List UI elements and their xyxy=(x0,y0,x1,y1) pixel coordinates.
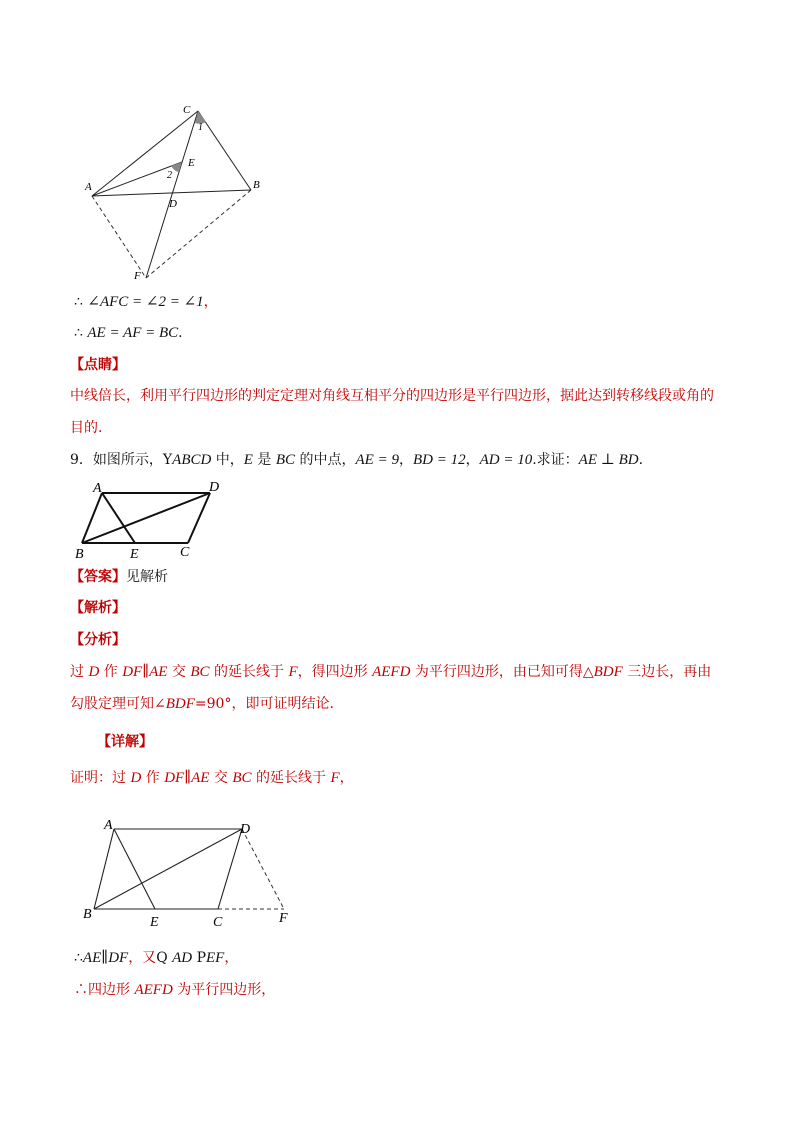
label-E: E xyxy=(150,915,159,930)
q9-ad: AD = 10 xyxy=(479,452,533,468)
label-2: 2 xyxy=(167,170,172,181)
q9-comma: ， xyxy=(465,452,480,468)
fenxi-text-1 xyxy=(70,662,711,682)
dianjing-text-1: 中线倍长，利用平行四边形的判定定理对角线互相平分的四边形是平行四边形，据此达到转移线段或角的 xyxy=(70,388,714,404)
fenxi-text-2 xyxy=(70,694,334,714)
label-C: C xyxy=(213,915,223,930)
question-9 xyxy=(70,450,643,470)
figure-median-triangle xyxy=(80,98,280,288)
math-bdf: BDF xyxy=(165,696,195,712)
math-bc: BC xyxy=(232,770,252,786)
figure-parallelogram-extended xyxy=(80,812,295,932)
label-F: F xyxy=(134,270,141,282)
math-d: D xyxy=(88,664,100,680)
math-aefd: AEFD xyxy=(372,664,411,680)
answer-line xyxy=(70,567,168,587)
text: 的延长线于 xyxy=(209,664,289,680)
angle-2-mark xyxy=(171,162,182,172)
text: 交 xyxy=(167,664,191,680)
q9-e: E xyxy=(243,452,253,468)
q9-number: 9．如图所示， xyxy=(70,452,163,468)
parallel-symbol: ∥ xyxy=(184,770,192,786)
seg-DF xyxy=(242,829,284,909)
text: 作 xyxy=(99,664,123,680)
label-A: A xyxy=(85,181,92,193)
math-df: DF xyxy=(164,770,185,786)
parallelogram-symbol: Y xyxy=(162,452,173,468)
text: ，得四边形 xyxy=(297,664,373,680)
seg-CB xyxy=(198,111,251,190)
label-1: 1 xyxy=(198,122,203,133)
q9-perp: AE ⊥ BD xyxy=(578,452,639,468)
seg-CF xyxy=(146,111,198,278)
q9-text: 是 xyxy=(252,452,276,468)
q9-prove: .求证： xyxy=(532,452,579,468)
punct: ， xyxy=(203,294,218,310)
math-ae: AE xyxy=(191,770,210,786)
parallel-symbol: ∥ xyxy=(101,950,109,966)
figure-parallelogram xyxy=(72,478,232,564)
q9-text: 的中点， xyxy=(295,452,356,468)
seg-BF xyxy=(146,190,251,278)
seg-AE xyxy=(114,829,155,909)
proof-line-1 xyxy=(70,768,354,788)
text: 证明：过 xyxy=(70,770,131,786)
label-C: C xyxy=(183,104,191,116)
text: 为平行四边形，由已知可得△ xyxy=(410,664,594,680)
math-ef: EF xyxy=(206,950,225,966)
proof-line-2 xyxy=(74,948,238,968)
text: 四边形 xyxy=(88,982,135,998)
math-ae: AE xyxy=(82,950,102,966)
label-D: D xyxy=(240,822,251,837)
segment-equation: AE = AF = BC xyxy=(87,325,179,341)
label-C: C xyxy=(180,545,190,560)
answer-text: 见解析 xyxy=(126,569,168,585)
label-D: D xyxy=(169,198,177,210)
answer-header: 【答案】 xyxy=(70,569,126,585)
math-ae: AE xyxy=(149,664,168,680)
math-df: DF xyxy=(108,950,129,966)
angle-equation: ∠AFC = ∠2 = ∠1 xyxy=(87,294,204,310)
dianjing-text-2: 目的. xyxy=(70,420,103,436)
q9-abcd: ABCD xyxy=(172,452,212,468)
q9-text: 中， xyxy=(211,452,244,468)
text: 过 xyxy=(70,664,89,680)
parallel-glyph: P xyxy=(196,950,206,966)
label-D: D xyxy=(209,480,220,495)
q9-end: . xyxy=(638,452,644,468)
math-f: F xyxy=(288,664,298,680)
seg-AB xyxy=(94,829,114,909)
therefore-symbol: ∴ xyxy=(74,982,88,998)
q9-ae: AE = 9 xyxy=(355,452,399,468)
xiangjie-header: 【详解】 xyxy=(97,734,153,750)
seg-AE xyxy=(102,493,135,543)
because-symbol: Q xyxy=(156,950,168,966)
q9-comma: ， xyxy=(398,452,413,468)
math-f: F xyxy=(330,770,340,786)
math-aefd: AEFD xyxy=(134,982,173,998)
label-A: A xyxy=(93,481,102,496)
math-df: DF xyxy=(122,664,143,680)
fenxi-header: 【分析】 xyxy=(70,632,126,648)
label-E: E xyxy=(188,157,195,169)
therefore-symbol: ∴ xyxy=(74,325,83,341)
label-F: F xyxy=(279,911,288,926)
math-bc: BC xyxy=(190,664,210,680)
text: 交 xyxy=(209,770,233,786)
math-ad: AD xyxy=(172,950,193,966)
text: =90°，即可证明结论. xyxy=(194,696,334,712)
q9-bc: BC xyxy=(275,452,296,468)
label-A: A xyxy=(104,818,113,833)
proof-line-3 xyxy=(74,980,275,1000)
seg-AF xyxy=(92,196,146,278)
math-bdf: BDF xyxy=(593,664,623,680)
text: ，又 xyxy=(128,950,157,966)
parallel-symbol: ∥ xyxy=(142,664,150,680)
conclusion-line-1 xyxy=(74,292,218,312)
math-d: D xyxy=(130,770,142,786)
seg-CA xyxy=(92,111,198,196)
text: 的延长线于 xyxy=(251,770,331,786)
jiexi-header: 【解析】 xyxy=(70,600,126,616)
q9-bd: BD = 12 xyxy=(412,452,466,468)
label-B: B xyxy=(75,547,84,562)
text: 为平行四边形， xyxy=(172,982,276,998)
text: 勾股定理可知∠ xyxy=(70,696,166,712)
therefore-symbol: ∴ xyxy=(74,294,83,310)
text: 三边长，再由 xyxy=(622,664,712,680)
seg-DC xyxy=(218,829,242,909)
dianjing-header: 【点睛】 xyxy=(70,357,126,373)
label-B: B xyxy=(83,907,92,922)
text: ， xyxy=(339,770,354,786)
label-B: B xyxy=(253,179,260,191)
conclusion-line-2 xyxy=(74,323,183,343)
punct: . xyxy=(178,325,183,341)
seg-BD xyxy=(94,829,242,909)
label-E: E xyxy=(130,547,139,562)
therefore-symbol: ∴ xyxy=(74,950,83,966)
text: ， xyxy=(224,950,239,966)
text: 作 xyxy=(141,770,165,786)
